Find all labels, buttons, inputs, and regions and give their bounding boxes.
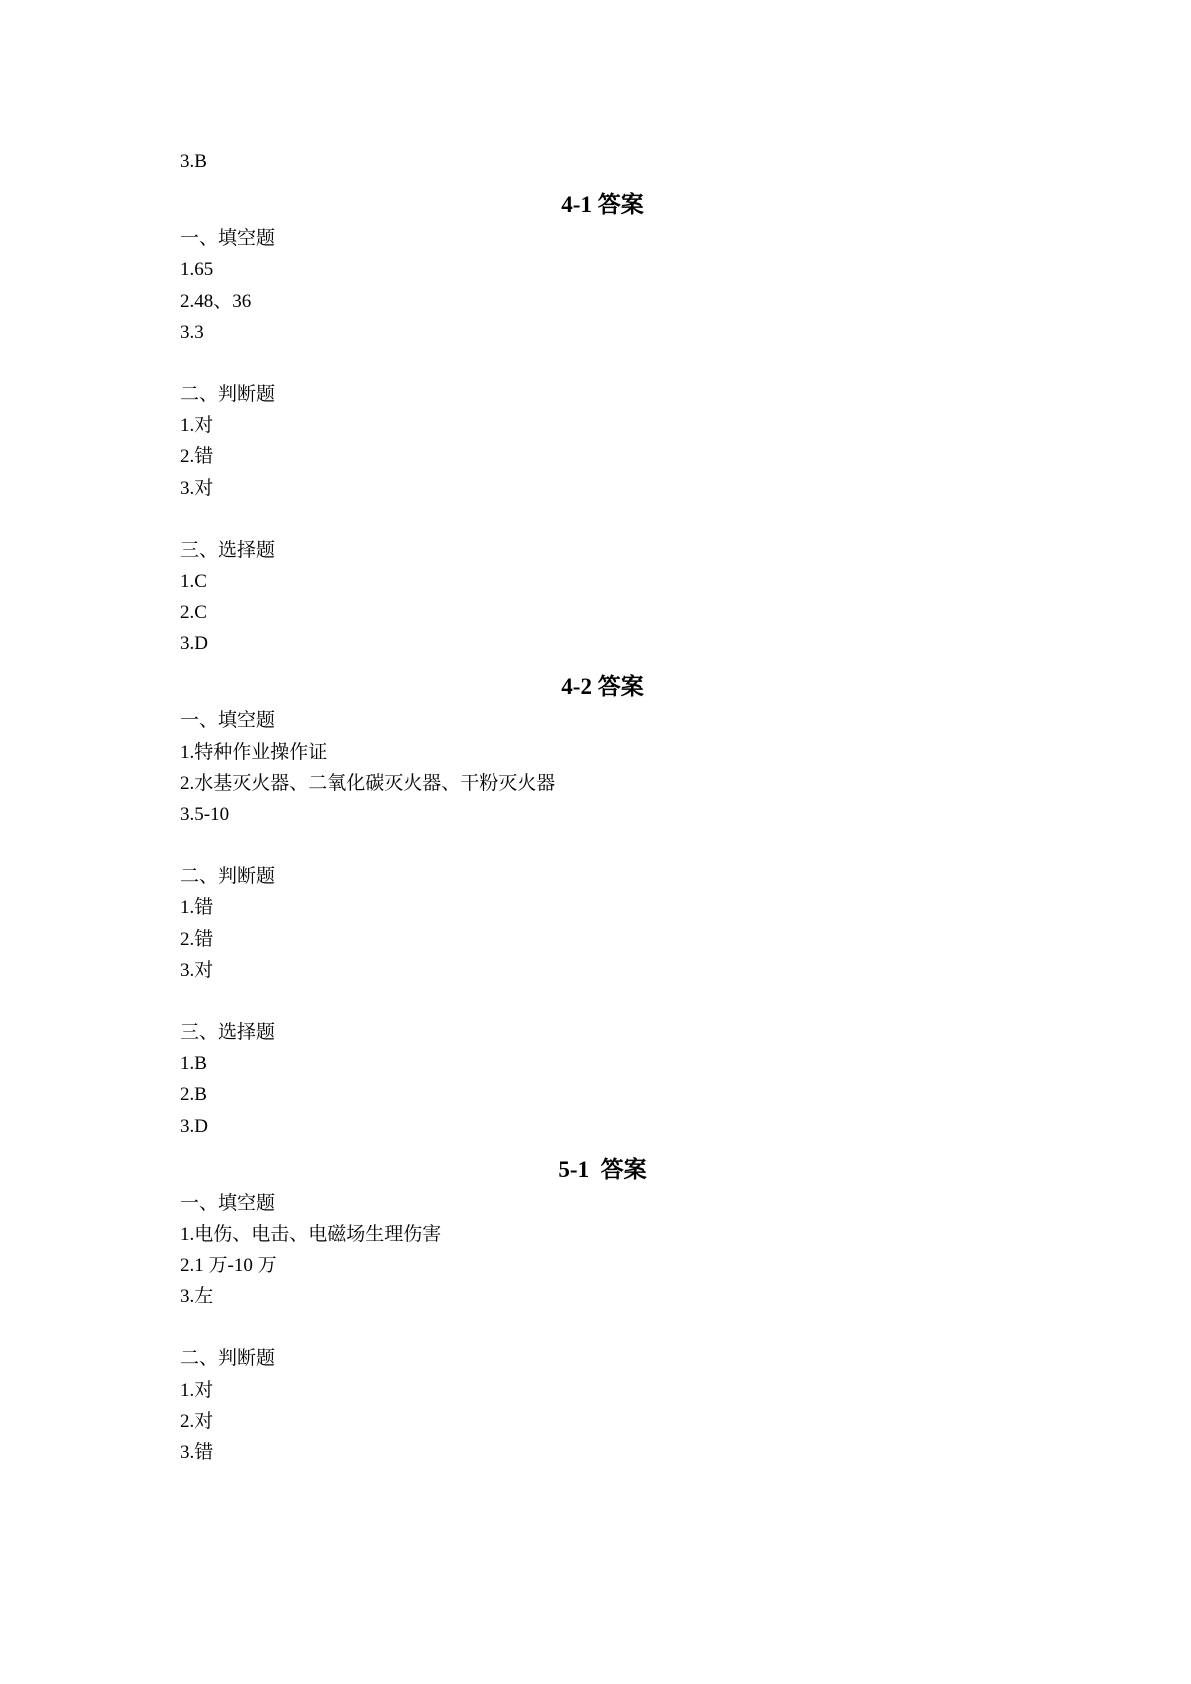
group-heading: 一、填空题 — [180, 228, 276, 250]
answer-line: 1.电伤、电击、电磁场生理伤害 — [180, 1223, 442, 1245]
group-heading: 二、判断题 — [180, 1348, 276, 1370]
answer-line: 2.错 — [180, 928, 214, 950]
spacer — [180, 504, 1010, 535]
section-title: 5-1 答案 — [558, 1156, 647, 1182]
group-heading: 一、填空题 — [180, 1192, 276, 1214]
spacer — [180, 348, 1010, 379]
answer-line: 3.B — [180, 151, 207, 172]
answer-line: 3.对 — [180, 959, 214, 981]
answer-line: 3.错 — [180, 1442, 214, 1463]
group-heading: 三、选择题 — [180, 539, 276, 561]
answer-line: 2.错 — [180, 446, 214, 468]
answer-line: 1.对 — [180, 415, 214, 437]
answer-section — [180, 1152, 1010, 1469]
answer-line: 3.D — [180, 1115, 208, 1137]
answer-line: 2.对 — [180, 1410, 214, 1432]
answer-line: 3.3 — [180, 321, 204, 343]
answer-line: 3.5-10 — [180, 804, 230, 825]
spacer — [180, 986, 1010, 1017]
group-heading: 三、选择题 — [180, 1021, 276, 1043]
section-title: 4-2 答案 — [561, 674, 644, 700]
answer-line: 1.C — [180, 570, 207, 592]
answer-line: 1.对 — [180, 1379, 214, 1401]
answer-line: 1.65 — [180, 259, 214, 281]
group-heading: 二、判断题 — [180, 383, 276, 405]
answer-line: 3.对 — [180, 477, 214, 499]
answer-line: 1.B — [180, 1053, 207, 1075]
group-heading: 一、填空题 — [180, 710, 276, 732]
answer-line: 2.1 万-10 万 — [180, 1255, 277, 1277]
answer-line: 3.D — [180, 633, 208, 655]
spacer — [180, 830, 1010, 861]
answer-line: 2.B — [180, 1084, 207, 1106]
answer-section — [180, 669, 1010, 1141]
answer-line: 1.错 — [180, 897, 214, 919]
section-title: 4-1 答案 — [561, 192, 644, 218]
answer-content — [180, 146, 1010, 1468]
answer-line: 2.C — [180, 602, 207, 624]
answer-line: 2.48、36 — [180, 290, 252, 312]
answer-line: 2.水基灭火器、二氧化碳灭火器、干粉灭火器 — [180, 772, 556, 794]
group-heading: 二、判断题 — [180, 866, 276, 888]
answer-section — [180, 187, 1010, 659]
answer-line: 1.特种作业操作证 — [180, 741, 328, 763]
answer-line: 3.左 — [180, 1286, 214, 1308]
spacer — [180, 1312, 1010, 1343]
